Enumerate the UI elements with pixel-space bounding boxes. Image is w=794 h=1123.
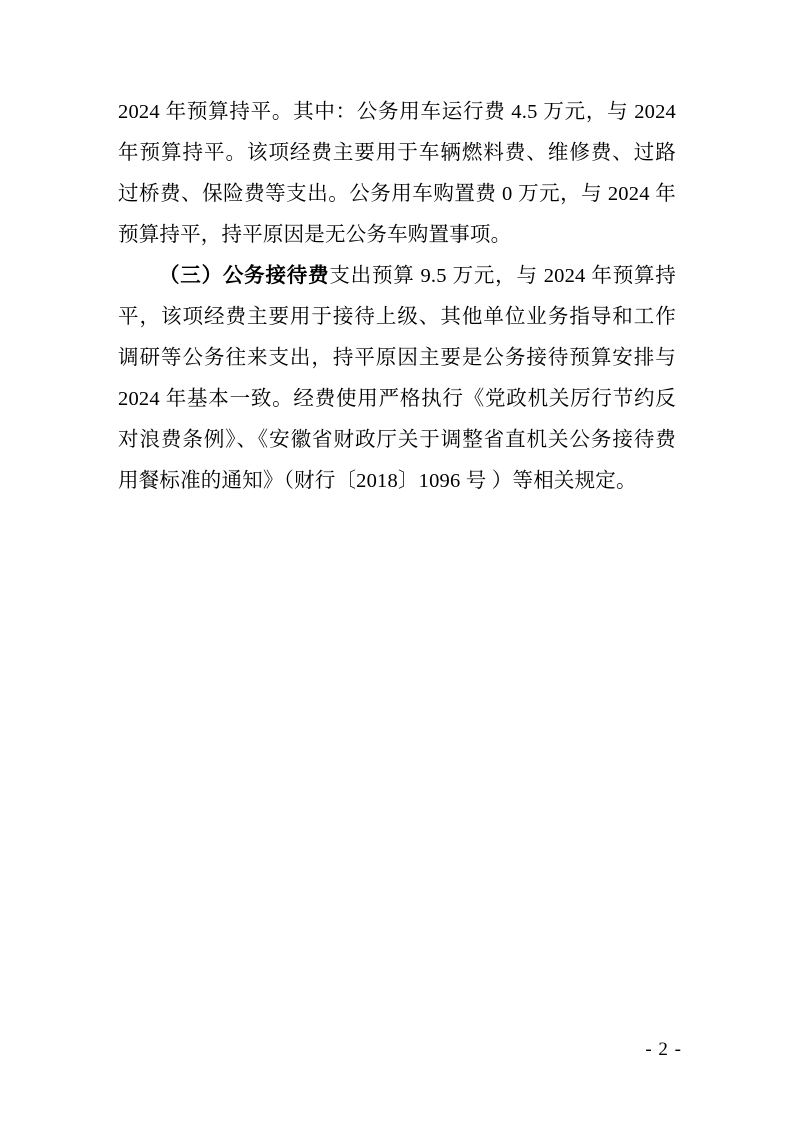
document-body (118, 92, 676, 502)
paragraph-2-heading-run: （三）公务接待费 (159, 265, 330, 287)
paragraph-1-text: 2024 年预算持平。其中：公务用车运行费 4.5 万元，与 2024 年预算持平。该项经费主要用于车辆燃料费、维修费、过路过桥费、保险费等支出。公务用车购置费 0 万元，与 2024 年预算持平，持平原因是无公务车购置事项。 (118, 101, 676, 246)
paragraph-1 (118, 92, 676, 256)
paragraph-2-text: 支出预算 9.5 万元，与 2024 年预算持平，该项经费主要用于接待上级、其他单位业务指导和工作调研等公务往来支出，持平原因主要是公务接待预算安排与 2024 年基本一致。经费使用严格执行《党政机关厉行节约反对浪费条例》、《安徽省财政厅关于调整省直机关公务接待费用餐标准的通知》（财行〔2018〕1096 号 ）等相关规定。 (118, 265, 676, 492)
page-number: - 2 - (645, 1039, 682, 1060)
paragraph-2 (118, 256, 676, 502)
